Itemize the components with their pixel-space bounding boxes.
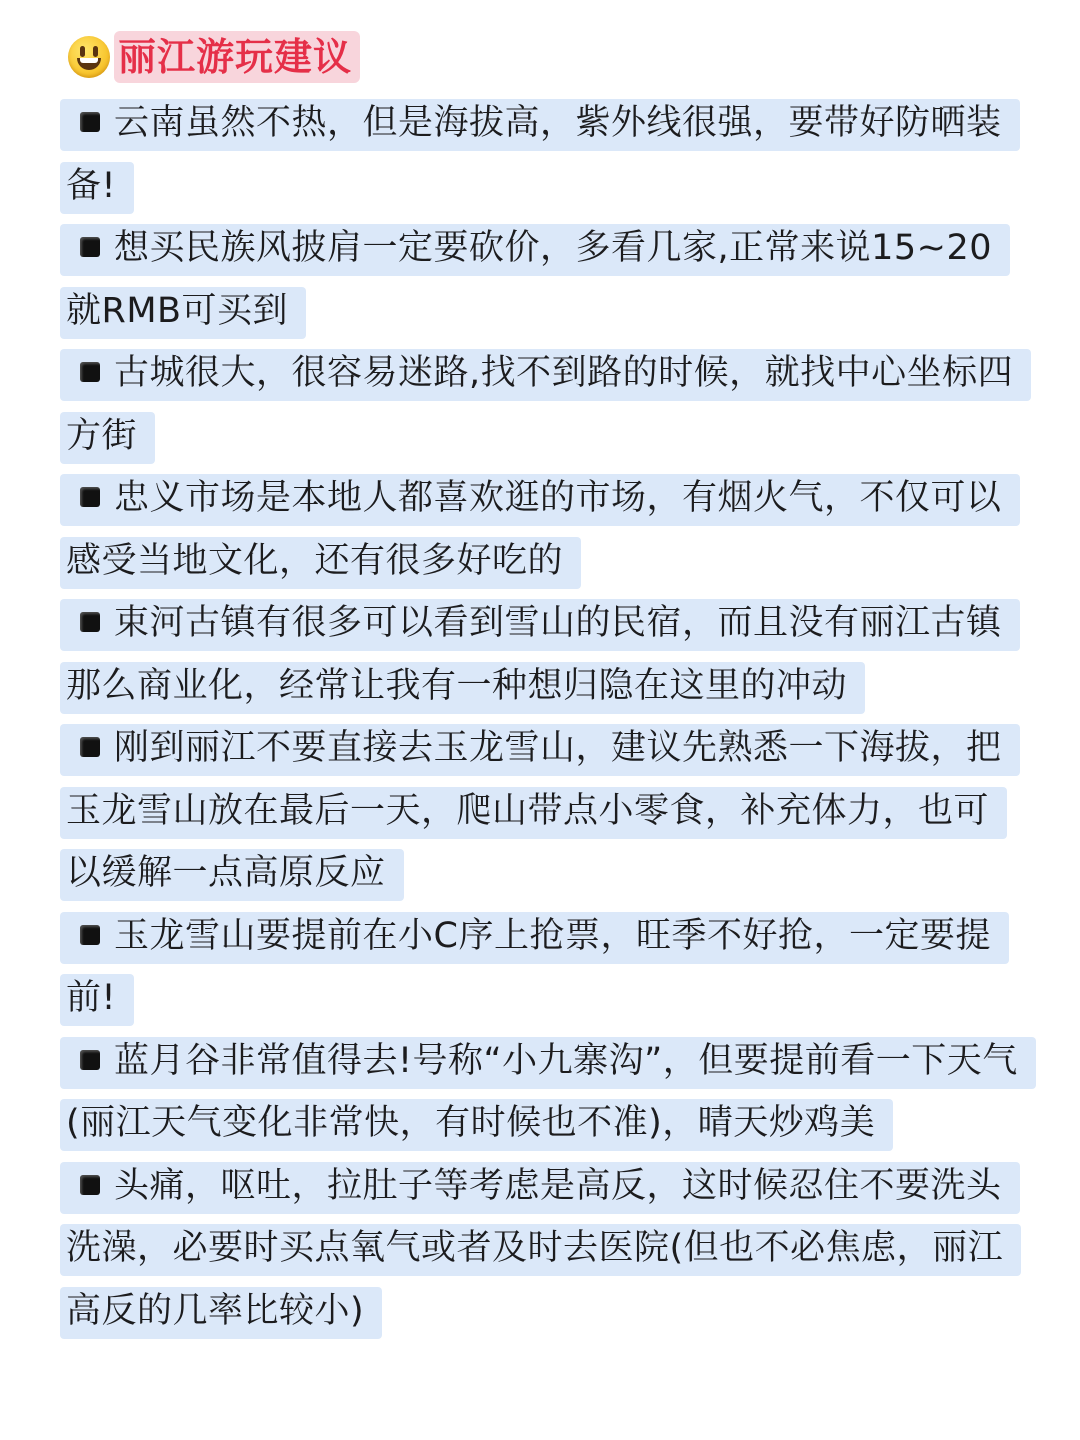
smiling-face-icon: [68, 36, 110, 78]
note-title: 丽江游玩建议: [114, 31, 360, 83]
travel-tips-note: [60, 30, 1020, 1342]
black-square-icon: [80, 925, 100, 945]
black-square-icon: [80, 237, 100, 257]
tip-text: 云南虽然不热，但是海拔高，紫外线很强，要带好防晒装备!: [66, 103, 1002, 206]
black-square-icon: [80, 362, 100, 382]
black-square-icon: [80, 112, 100, 132]
tip-item: [60, 92, 1020, 217]
tip-item: [60, 592, 1020, 717]
tip-text: 刚到丽江不要直接去玉龙雪山，建议先熟悉一下海拔，把玉龙雪山放在最后一天，爬山带点小零食，补充体力，也可以缓解一点高原反应: [66, 728, 1002, 893]
tip-text: 玉龙雪山要提前在小C序上抢票，旺季不好抢，一定要提前!: [66, 915, 991, 1018]
black-square-icon: [80, 737, 100, 757]
tip-item: [60, 217, 1020, 342]
tip-item: [60, 1155, 1020, 1343]
tip-text: 想买民族风披肩一定要砍价，多看几家,正常来说15~20就RMB可买到: [66, 228, 993, 331]
tip-item: [60, 1030, 1020, 1155]
black-square-icon: [80, 1050, 100, 1070]
black-square-icon: [80, 1175, 100, 1195]
tip-text: 忠义市场是本地人都喜欢逛的市场，有烟火气，不仅可以感受当地文化，还有很多好吃的: [66, 478, 1002, 581]
title-row: [68, 30, 1020, 84]
tip-text: 束河古镇有很多可以看到雪山的民宿，而且没有丽江古镇那么商业化，经常让我有一种想归隐在这里的冲动: [66, 603, 1002, 706]
tip-text: 古城很大，很容易迷路,找不到路的时候，就找中心坐标四方街: [66, 353, 1014, 456]
tip-item: [60, 717, 1020, 905]
black-square-icon: [80, 612, 100, 632]
tip-item: [60, 342, 1020, 467]
tip-text: 头痛，呕吐，拉肚子等考虑是高反，这时候忍住不要洗头洗澡，必要时买点氧气或者及时去医院(但也不必焦虑，丽江高反的几率比较小): [66, 1165, 1004, 1331]
tip-text: 蓝月谷非常值得去!号称“小九寨沟”，但要提前看一下天气(丽江天气变化非常快，有时候也不准)，晴天炒鸡美: [66, 1040, 1018, 1143]
black-square-icon: [80, 487, 100, 507]
tips-list: [60, 92, 1020, 1342]
tip-item: [60, 905, 1020, 1030]
tip-item: [60, 467, 1020, 592]
